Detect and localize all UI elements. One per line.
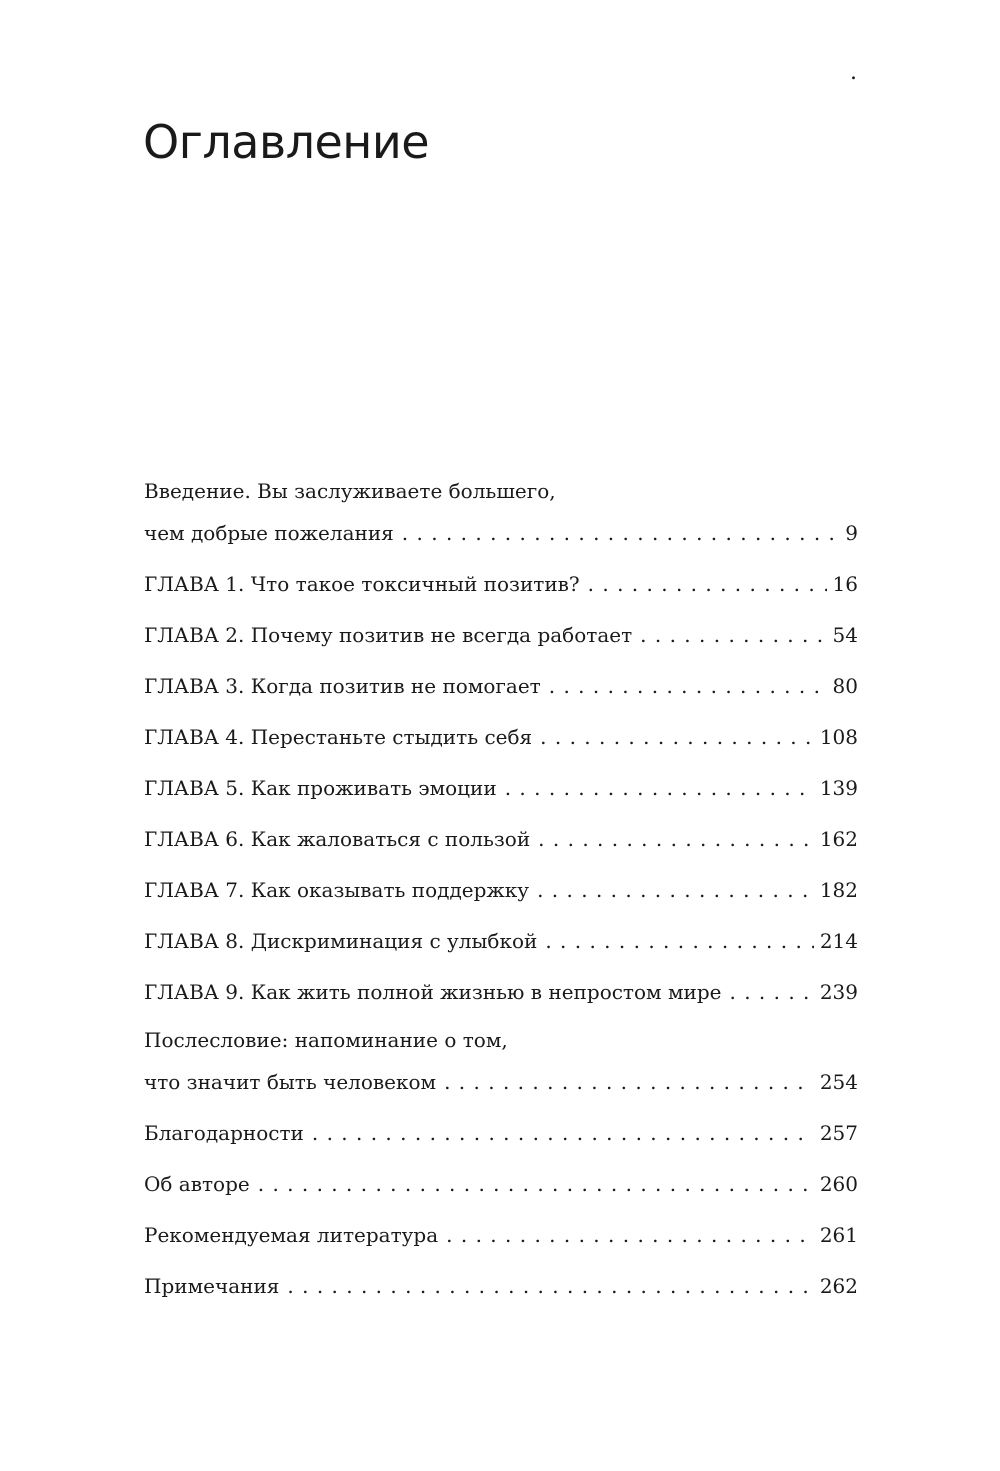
toc-entry-title: ГЛАВА 6. Как жаловаться с пользой: [144, 827, 531, 851]
dot-leader: [540, 716, 814, 758]
dot-leader: [549, 665, 827, 707]
toc-entry-title: Об авторе: [144, 1172, 250, 1196]
toc-entry-chapter-4: [144, 716, 858, 758]
toc-page-number: 254: [819, 1070, 858, 1094]
toc-entry-chapter-8: [144, 920, 858, 962]
dot-leader: [640, 614, 826, 656]
toc-page-number: 139: [819, 776, 858, 800]
toc-entry-chapter-9: [144, 971, 858, 1013]
toc-page-number: 54: [832, 623, 858, 647]
toc-entry-title: что значит быть человеком: [144, 1070, 437, 1094]
toc-entry-title: ГЛАВА 9. Как жить полной жизнью в непростом мире: [144, 980, 722, 1004]
toc-page-number: 16: [832, 572, 858, 596]
toc-entry-recommended-reading: [144, 1214, 858, 1256]
toc-entry-title: ГЛАВА 1. Что такое токсичный позитив?: [144, 572, 580, 596]
toc-entry-notes: [144, 1265, 858, 1307]
toc-entry-title: ГЛАВА 8. Дискриминация с улыбкой: [144, 929, 538, 953]
dot-leader: [588, 563, 827, 605]
toc-entry-chapter-7: [144, 869, 858, 911]
dot-leader: [545, 920, 814, 962]
toc-page-number: 260: [819, 1172, 858, 1196]
dot-leader: [446, 1214, 814, 1256]
toc-page-number: 239: [819, 980, 858, 1004]
toc-entry-title: Рекомендуемая литература: [144, 1223, 439, 1247]
dot-leader: [287, 1265, 813, 1307]
toc-entry-title: Благодарности: [144, 1121, 304, 1145]
toc-page-number: 108: [819, 725, 858, 749]
toc-entry-title: ГЛАВА 3. Когда позитив не помогает: [144, 674, 541, 698]
toc-page-number: 262: [819, 1274, 858, 1298]
toc-entry-title: ГЛАВА 5. Как проживать эмоции: [144, 776, 497, 800]
dot-leader: [505, 767, 814, 809]
toc-entry-acknowledgements: [144, 1112, 858, 1154]
page-mark: .: [850, 60, 857, 85]
toc-entry-chapter-5: [144, 767, 858, 809]
toc-entry-introduction: [144, 470, 858, 554]
toc-page-number: 257: [819, 1121, 858, 1145]
toc-entry-title: чем добрые пожелания: [144, 521, 394, 545]
toc-entry-title: Примечания: [144, 1274, 280, 1298]
toc-entry-chapter-6: [144, 818, 858, 860]
toc-page-number: 9: [845, 521, 858, 545]
toc-page-number: 261: [819, 1223, 858, 1247]
toc-entry-title: ГЛАВА 2. Почему позитив не всегда работает: [144, 623, 633, 647]
dot-leader: [729, 971, 813, 1013]
toc-entry-chapter-3: [144, 665, 858, 707]
toc-entry-title: ГЛАВА 7. Как оказывать поддержку: [144, 878, 530, 902]
toc-entry-title-line1: Послесловие: напоминание о том,: [144, 1028, 508, 1052]
toc-page-number: 182: [819, 878, 858, 902]
dot-leader: [258, 1163, 814, 1205]
toc-entry-chapter-2: [144, 614, 858, 656]
table-of-contents: [144, 470, 858, 1307]
toc-entry-chapter-1: [144, 563, 858, 605]
toc-entry-afterword: [144, 1019, 858, 1103]
toc-entry-title: ГЛАВА 4. Перестаньте стыдить себя: [144, 725, 533, 749]
dot-leader: [402, 512, 839, 554]
dot-leader: [312, 1112, 814, 1154]
dot-leader: [537, 869, 814, 911]
dot-leader: [444, 1061, 814, 1103]
page-title: Оглавление: [143, 115, 430, 169]
dot-leader: [538, 818, 814, 860]
toc-page-number: 80: [832, 674, 858, 698]
toc-page-number: 214: [819, 929, 858, 953]
toc-page-number: 162: [819, 827, 858, 851]
toc-entry-about-author: [144, 1163, 858, 1205]
toc-entry-title-line1: Введение. Вы заслуживаете большего,: [144, 479, 556, 503]
